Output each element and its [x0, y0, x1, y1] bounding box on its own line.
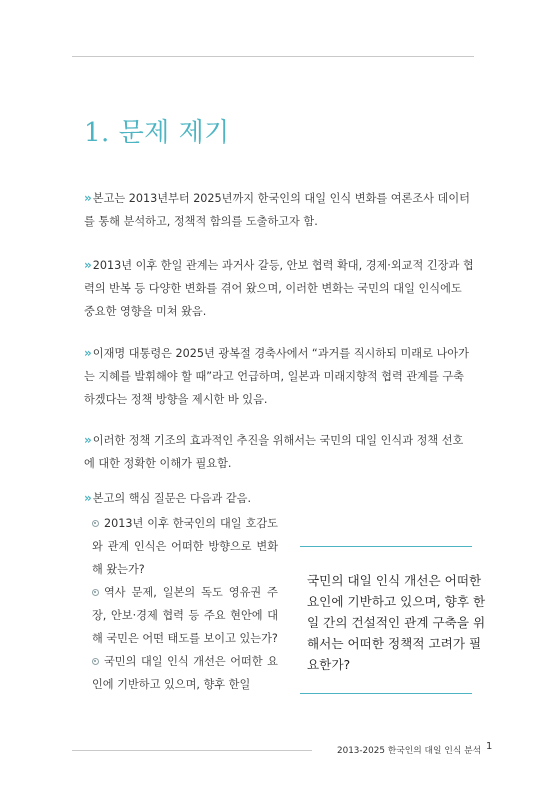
paragraph-2 [84, 254, 474, 323]
header-divider [72, 56, 474, 57]
chevron-right-icon: » [84, 491, 90, 505]
chevron-right-icon: » [84, 346, 90, 360]
chevron-right-icon: » [84, 258, 90, 272]
circle-bullet-icon [92, 658, 99, 665]
pull-quote [300, 546, 486, 694]
chevron-right-icon: » [84, 191, 90, 205]
paragraph-2-text: 2013년 이후 한일 관계는 과거사 갈등, 안보 협력 확대, 경제·외교적 긴장과 협력의 반복 등 다양한 변화를 겪어 왔으며, 이러한 변화는 국민의 대일 인식에도 중요한 영향을 미쳐 왔음. [84, 259, 474, 318]
question-item-2 [92, 581, 278, 650]
pull-quote-bottom-rule [300, 693, 472, 694]
footer-divider [72, 750, 312, 751]
paragraph-3 [84, 342, 474, 411]
chevron-right-icon: » [84, 433, 90, 447]
questions-intro-text: 본고의 핵심 질문은 다음과 같음. [92, 492, 252, 505]
pull-quote-text: 국민의 대일 인식 개선은 어떠한 요인에 기반하고 있으며, 향후 한일 간의 건설적인 관계 구축을 위해서는 어떠한 정책적 고려가 필요한가? [307, 573, 486, 672]
question-list [92, 512, 278, 696]
question-text-1: 2013년 이후 한국인의 대일 호감도와 관계 인식은 어떠한 방향으로 변화해 왔는가? [92, 517, 278, 576]
footer-title: 2013-2025 한국인의 대일 인식 분석 [337, 746, 482, 756]
page-number: 1 [486, 741, 493, 752]
question-item-3 [92, 650, 278, 696]
circle-bullet-icon [92, 520, 99, 527]
paragraph-4 [84, 429, 474, 475]
paragraph-1 [84, 187, 474, 233]
question-text-2: 역사 문제, 일본의 독도 영유권 주장, 안보·경제 협력 등 주요 현안에 대해 국민은 어떤 태도를 보이고 있는가? [92, 586, 278, 645]
paragraph-1-text: 본고는 2013년부터 2025년까지 한국인의 대일 인식 변화를 여론조사 데이터를 통해 분석하고, 정책적 함의를 도출하고자 함. [84, 192, 470, 228]
questions-intro [84, 487, 251, 510]
question-item-1 [92, 512, 278, 581]
paragraph-4-text: 이러한 정책 기조의 효과적인 추진을 위해서는 국민의 대일 인식과 정책 선호에 대한 정확한 이해가 필요함. [84, 434, 464, 470]
question-text-3: 국민의 대일 인식 개선은 어떠한 요인에 기반하고 있으며, 향후 한일 [92, 655, 278, 691]
section-title: 1. 문제 제기 [84, 118, 230, 148]
circle-bullet-icon [92, 589, 99, 596]
paragraph-3-text: 이재명 대통령은 2025년 광복절 경축사에서 “과거를 직시하되 미래로 나아가는 지혜를 발휘해야 할 때”라고 언급하며, 일본과 미래지향적 협력 관계를 구축하겠다는 정책 방향을 제시한 바 있음. [84, 347, 469, 406]
pull-quote-top-rule [300, 546, 472, 547]
